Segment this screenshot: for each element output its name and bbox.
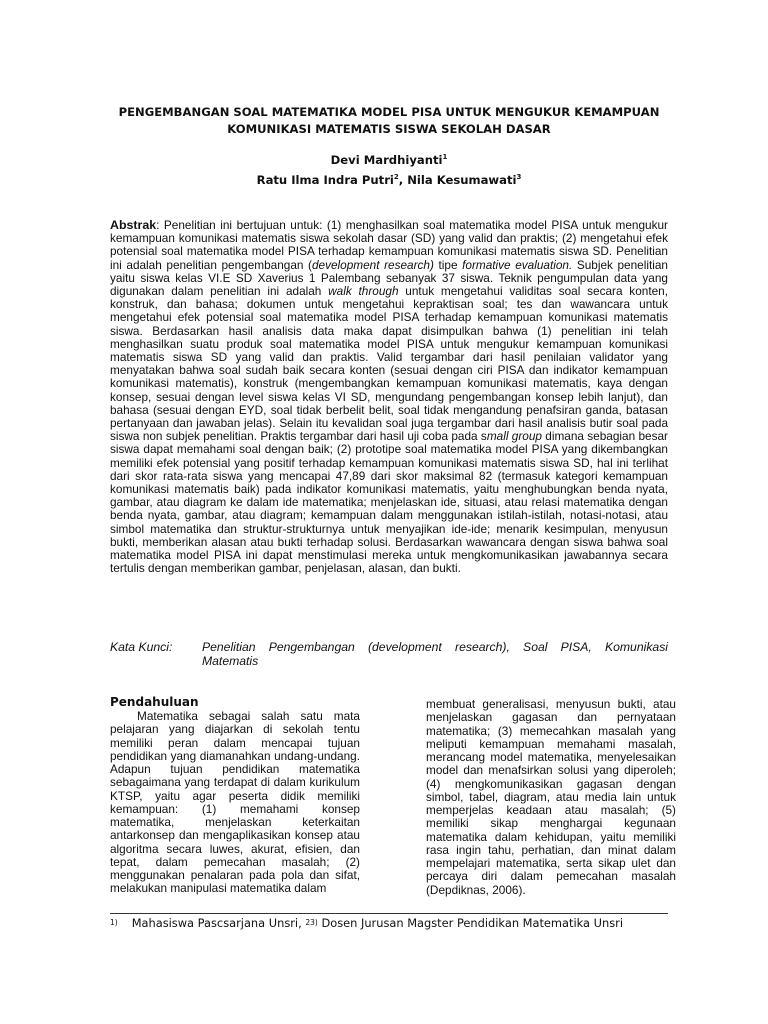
author-name: Ratu Ilma Indra Putri	[256, 172, 394, 187]
body-paragraph: Matematika sebagai salah satu mata pelajaran yang diajarkan di sekolah tentu memiliki peran dalam mencapai tujuan pendidikan yang diamanahkan undang-undang. Adapun tujuan pendidikan matematika sebagaimana yang terdapat di dalam kurikulum KTSP, yaitu agar peserta didik memiliki kemampuan: (1) memahami konsep matematika, menjelaskan keterkaitan antarkonsep dan mengaplikasikan konsep atau algoritma secara luwes, akurat, efisien, dan tepat, dalam pemecahan masalah; (2) menggunakan penalaran pada pola dan sifat, melakukan manipulasi matematika dalam	[110, 709, 360, 896]
author-affiliation-mark: 3	[516, 172, 522, 181]
author-affiliation-mark: 1	[442, 153, 448, 161]
abstract-italic-term: formative evaluation.	[462, 257, 573, 272]
abstract-italic-term: walk through	[328, 284, 399, 299]
abstract-text: dimana sebagian besar siswa dapat memahami soal dengan baik; (2) prototipe soal matematika model PISA yang dikembangkan memiliki efek potensial yang positif terhadap kemampuan komunikasi matematis siswa SD, hal ini terlihat dari skor rata-rata siswa yang mencapai 47,89 dari skor maksimal 82 (termasuk kategori kemampuan komunikasi matematis baik) pada indikator komunikasi matematis, yaitu menghubungkan benda nyata, gambar, atau diagram ke dalam ide matematika; menjelaskan ide, situasi, atau relasi matematika dengan benda nyata, gambar, atau diagram; kemampuan dalam menggunakan istilah-istilah, notasi-notasi, atau simbol matematika dan struktur-strukturnya untuk menyajikan ide-ide; menarik kesimpulan, menyusun bukti, memberikan alasan atau bukti terhadap solusi. Berdasarkan wawancara dengan siswa bahwa soal matematika model PISA ini dapat menstimulasi mereka untuk mengkomunikasikan jawabannya secara tertulis dengan memberikan gambar, penjelasan, alasan, dan bukti.	[110, 429, 668, 576]
title-line-1: PENGEMBANGAN SOAL MATEMATIKA MODEL PISA UNTUK MENGUKUR KEMAMPUAN	[118, 105, 660, 119]
paper-title	[110, 104, 668, 138]
author-line-1	[110, 149, 668, 169]
author-name: Nila Kesumawati	[407, 172, 517, 187]
author-affiliation-mark: 2	[393, 172, 399, 181]
abstract-text: untuk mengetahui validitas soal secara konten, konstruk, dan bahasa; dokumen untuk mengetahui kepraktisan soal; tes dan wawancara untuk mengetahui efek potensial soal matematika model PISA terhadap kemampuan komunikasi matematis siswa. Berdasarkan hasil analisis data maka dapat disimpulkan bahwa (1) penelitian ini telah menghasilkan suatu produk soal matematika model PISA untuk mengukur kemampuan komunikasi matematis siswa SD yang valid dan praktis. Valid tergambar dari hasil penilaian validator yang menyatakan bahwa soal sudah baik secara konten (sesuai dengan ciri PISA dan indikator kemampuan komunikasi matematis), konstruk (mengembangkan kemampuan komunikasi matematis, kaya dengan konsep, sesuai dengan level siswa kelas VI SD, mengundang pengembangan konsep lebih lanjut), dan bahasa (sesuai dengan EYD, soal tidak berbelit belit, soal tidak mengandung penafsiran ganda, batasan pertanyaan dan jawaban jelas). Selain itu kevalidan soal juga tergambar dari hasil analisis butir soal pada siswa non subjek penelitian. Praktis tergambar dari hasil uji coba pada s	[110, 284, 669, 444]
author-line-2	[110, 169, 668, 189]
section-heading: Pendahuluan	[110, 695, 199, 709]
abstract-italic-term: development research)	[311, 257, 434, 272]
abstract-text: : Penelitian ini bertujuan untuk: (1) menghasilkan soal matematika model PISA untuk mengukur kemampuan komunikasi matematis siswa sekolah dasar (SD) yang valid dan praktis; (2) mengetahui efek potensial soal matematika model PISA terhadap kemampuan komunikasi matematis siswa SD. Penelitian ini adalah penelitian pengembangan (	[110, 218, 668, 272]
abstract-label: Abstrak	[110, 218, 157, 232]
footnote-mark: 23)	[305, 918, 318, 927]
abstract-text: Subjek penelitian yaitu siswa kelas VI.E SD Xaverius 1 Palembang sebanyak 37 siswa. Teknik pengumpulan data yang digunakan dalam penelitian ini adalah	[110, 257, 668, 299]
author-block	[110, 149, 668, 189]
author-name: Devi Mardhiyanti	[330, 152, 443, 167]
footnote-text: Dosen Jurusan Magster Pendidikan Matematika Unsri	[317, 916, 623, 930]
abstract-italic-term: mall group	[486, 429, 542, 444]
intro-left-column	[110, 695, 360, 896]
abstract-text: tipe	[433, 257, 463, 272]
keywords-label: Kata Kunci:	[110, 640, 173, 654]
footnote-text: Mahasiswa Pascsarjana Unsri,	[131, 916, 306, 930]
title-line-2: KOMUNIKASI MATEMATIS SISWA SEKOLAH DASAR	[227, 122, 551, 136]
author-separator: ,	[398, 172, 408, 187]
body-paragraph: membuat generalisasi, menyusun bukti, atau menjelaskan gagasan dan pernyataan matematika; (3) memecahkan masalah yang meliputi kemampuan memahami masalah, merancang model matematika, menyelesaikan model dan menafsirkan solusi yang diperoleh; (4) mengkomunikasikan gagasan dengan simbol, tabel, diagram, atau media lain untuk memperjelas keadaan atau masalah; (5) memiliki sikap menghargai kegunaan matematika dalam kehidupan, yaitu memiliki rasa ingin tahu, perhatian, dan minat dalam mempelajari matematika, serta sikap ulet dan percaya diri dalam pemecahan masalah (Depdiknas, 2006).	[426, 697, 676, 897]
abstract	[110, 219, 668, 575]
keywords-text: Penelitian Pengembangan (development research), Soal PISA, Komunikasi Matematis	[202, 640, 668, 668]
intro-right-column	[426, 698, 676, 897]
footnote-mark: 1)	[110, 918, 118, 927]
footnote	[110, 915, 710, 931]
footnote-divider	[110, 913, 668, 914]
